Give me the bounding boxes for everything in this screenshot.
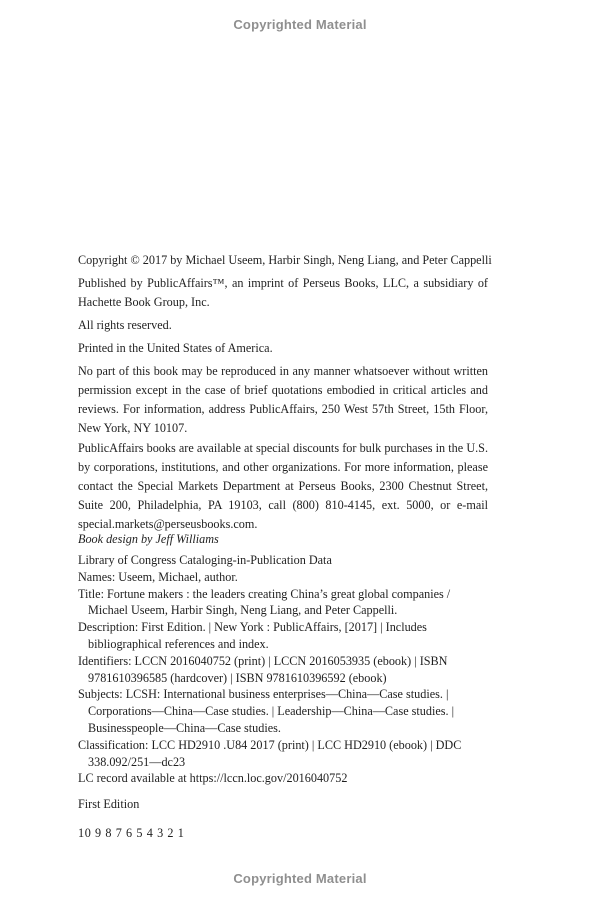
cip-line: Description: First Edition. | New York : PublicAffairs, [2017] | Includes (78, 620, 427, 635)
copyrighted-material-header: Copyrighted Material (233, 17, 367, 32)
cip-line: Businesspeople—China—Case studies. (88, 720, 281, 735)
copyright-line: Copyright © 2017 by Michael Useem, Harbir Singh, Neng Liang, and Peter Cappelli (78, 253, 492, 267)
cip-line: Names: Useem, Michael, author. (78, 569, 238, 584)
cip-line: Subjects: LCSH: International business enterprises—China—Case studies. | (78, 687, 449, 702)
printers-key-line: 10 9 8 7 6 5 4 3 2 1 (78, 826, 185, 840)
printed-in-usa-line: Printed in the United States of America. (78, 341, 273, 355)
permission-paragraph: No part of this book may be reproduced in any manner whatsoever without written permission except in the case of brief quotations embodied in critical articles and reviews. For information, address PublicAffairs, 250 West 57th Street, 15th Floor, New York, NY 10107. (78, 364, 488, 435)
bulk-sales-paragraph: PublicAffairs books are available at special discounts for bulk purchases in the U.S. by corporations, institutions, and other organizations. For more information, please contact the Special Markets Department at Perseus Books, 2300 Chestnut Street, Suite 200, Philadelphia, PA 19103, call (800) 810-4145, ext. 5000, or e-mail special.markets@perseusbooks.com. (78, 441, 488, 531)
publisher-paragraph: Published by PublicAffairs™, an imprint of Perseus Books, LLC, a subsidiary of Hachette Book Group, Inc. (78, 276, 488, 309)
cip-line: Identifiers: LCCN 2016040752 (print) | LCCN 2016053935 (ebook) | ISBN (78, 653, 448, 668)
cip-line: 338.092/251—dc23 (88, 754, 186, 769)
rights-reserved-line: All rights reserved. (78, 318, 172, 332)
cip-line: bibliographical references and index. (88, 636, 269, 651)
cip-line: 9781610396585 (hardcover) | ISBN 9781610396592 (ebook) (88, 670, 387, 685)
book-design-credit: Book design by Jeff Williams (78, 532, 219, 546)
first-edition-line: First Edition (78, 797, 140, 811)
cip-line: Library of Congress Cataloging-in-Publication Data (78, 553, 332, 567)
cip-lc-record-line: LC record available at https://lccn.loc.gov/2016040752 (78, 771, 348, 786)
cip-line: Classification: LCC HD2910 .U84 2017 (print) | LCC HD2910 (ebook) | DDC (78, 737, 462, 752)
cip-line: Michael Useem, Harbir Singh, Neng Liang, and Peter Cappelli. (88, 603, 398, 618)
cip-line: Title: Fortune makers : the leaders creating China’s great global companies / (78, 586, 451, 601)
copyrighted-material-footer: Copyrighted Material (233, 871, 367, 886)
library-of-congress-cip-block (78, 552, 488, 787)
cip-line: Corporations—China—Case studies. | Leadership—China—Case studies. | (88, 704, 455, 719)
